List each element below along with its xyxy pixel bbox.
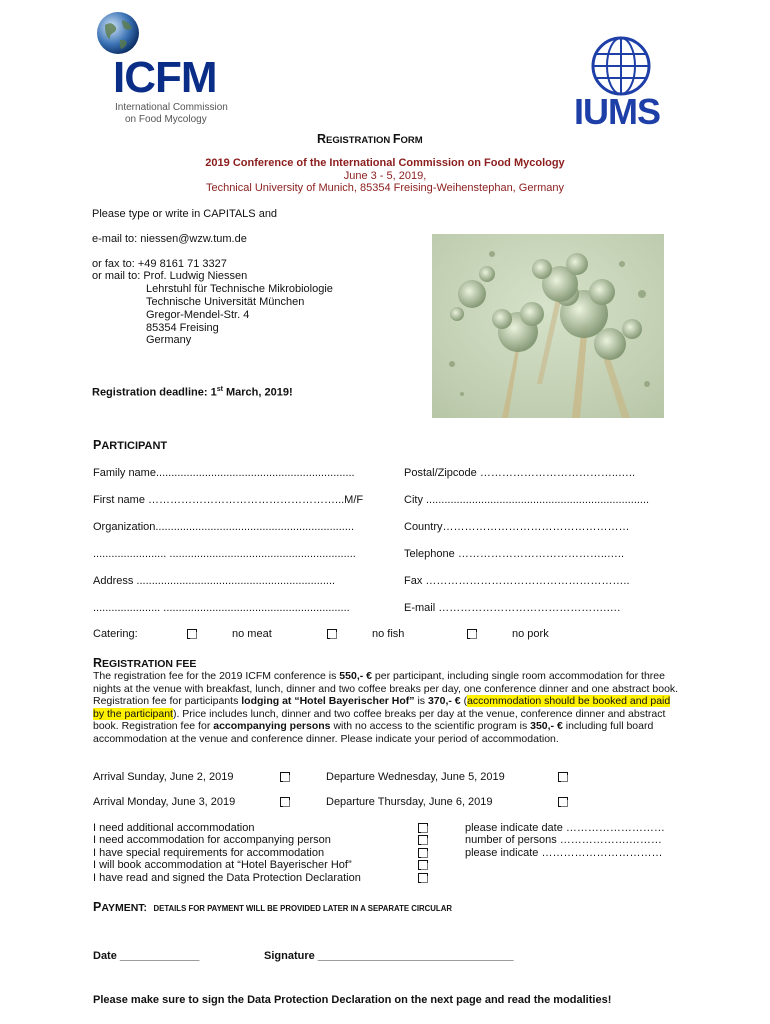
arrival-monday-label: Arrival Monday, June 3, 2019 (93, 796, 236, 808)
mail-address-line: Technische Universität München (146, 296, 305, 308)
date-field[interactable]: Date _____________ (93, 950, 200, 962)
fee-text-part: including full board accommodation at the venue and conference dinner. Please indicate your period of accommodation. (93, 720, 654, 745)
highlighted-note: accommodation should be booked and paid by the participant (93, 695, 671, 720)
mail-contact: or mail to: Prof. Ludwig Niessen (92, 270, 248, 282)
fee-text-part: is (414, 695, 428, 708)
fee-amount: 550,- € (339, 670, 372, 682)
iums-logo (574, 36, 674, 130)
fee-heading-rest: EGISTRATION FEE (102, 658, 197, 670)
no-pork-checkbox[interactable] (467, 629, 477, 639)
mail-address-line: Lehrstuhl für Technische Mikrobiologie (146, 283, 333, 295)
option-label: I need additional accommodation (93, 822, 255, 834)
no-meat-label: no meat (232, 628, 272, 640)
mail-address-line: Germany (146, 334, 192, 346)
registration-deadline (92, 383, 293, 400)
country-field[interactable]: Country…………………………………………… (404, 521, 630, 533)
participant-heading-initial: P (93, 438, 102, 452)
city-field[interactable]: City ......................................................................... (404, 494, 650, 506)
option-label: I will book accommodation at “Hotel Bayerischer Hof” (93, 859, 352, 871)
arrival-sunday-checkbox[interactable] (280, 772, 290, 782)
indicate-date-field[interactable]: please indicate date ……………………… (465, 822, 665, 834)
deadline-suffix: March, 2019! (222, 386, 293, 399)
fee-heading-initial: R (93, 656, 103, 670)
mail-address-line: Gregor-Mendel-Str. 4 (146, 309, 250, 321)
organization-field[interactable]: Organization................................................................. (93, 521, 355, 533)
registration-fee-text (93, 670, 680, 746)
accompanying-person-checkbox[interactable] (418, 835, 428, 845)
address-field[interactable]: Address ................................................................. (93, 575, 336, 587)
title-initial: R (317, 132, 327, 146)
form-title (317, 130, 423, 148)
capitals-instruction: Please type or write in CAPITALS and (92, 208, 278, 220)
arrival-monday-checkbox[interactable] (280, 797, 290, 807)
fungus-micrograph (432, 234, 664, 418)
icfm-logo (93, 10, 243, 130)
icfm-logo-text: ICFM (113, 53, 217, 102)
deadline-sup: st (216, 386, 223, 393)
iums-logo-text: IUMS (574, 91, 660, 132)
payment-heading (93, 898, 452, 916)
globe-icon (95, 10, 141, 56)
fee-text-part: ). Price includes lunch, dinner and two coffee breaks per day at the venue, conference dinner and abstract book. Registration fee for (93, 707, 666, 733)
additional-accommodation-checkbox[interactable] (418, 823, 428, 833)
telephone-field[interactable]: Telephone …………………………………..….. (404, 548, 625, 560)
accompanying-fee-amount: 350,- € (530, 720, 563, 733)
fee-text-part: with no access to the scientific program is (330, 720, 531, 733)
fax-field[interactable]: Fax ……………………………………………….. (404, 575, 630, 587)
signature-field[interactable]: Signature ________________________________ (264, 950, 514, 962)
organization-line-2-field[interactable]: ........................ ............................................................. (93, 548, 356, 560)
no-fish-checkbox[interactable] (327, 629, 337, 639)
option-label: I have read and signed the Data Protection Declaration (93, 872, 361, 884)
fax-contact: or fax to: +49 8161 71 3327 (92, 258, 227, 270)
indicate-requirements-field[interactable]: please indicate …………………………… (465, 847, 663, 859)
title-rest-2: ORM (400, 135, 423, 146)
mail-address-line: 85354 Freising (146, 322, 219, 334)
postal-code-field[interactable]: Postal/Zipcode ………………………………..….. (404, 467, 636, 479)
hotel-fee-amount: 370,- € (427, 695, 461, 708)
conference-title: 2019 Conference of the International Commission on Food Mycology (205, 157, 565, 169)
title-initial-2: F (392, 132, 401, 146)
fee-text-part: The registration fee for the 2019 ICFM conference is (93, 670, 340, 682)
arrival-sunday-label: Arrival Sunday, June 2, 2019 (93, 771, 234, 783)
conference-dates: June 3 - 5, 2019, (343, 170, 427, 182)
payment-heading-rest: AYMENT: (101, 902, 148, 914)
hotel-name: lodging at “Hotel Bayerischer Hof” (241, 695, 415, 708)
iums-globe-icon (586, 36, 656, 96)
address-line-2-field[interactable]: ...................... ............................................................. (93, 602, 350, 614)
departure-wednesday-label: Departure Wednesday, June 5, 2019 (326, 771, 505, 783)
departure-thursday-checkbox[interactable] (558, 797, 568, 807)
payment-details: DETAILS FOR PAYMENT WILL BE PROVIDED LATER IN A SEPARATE CIRCULAR (153, 904, 452, 913)
no-meat-checkbox[interactable] (187, 629, 197, 639)
special-requirements-checkbox[interactable] (418, 848, 428, 858)
footer-note: Please make sure to sign the Data Protection Declaration on the next page and read the modalities! (93, 994, 612, 1006)
title-rest: EGISTRATION (326, 135, 393, 146)
family-name-field[interactable]: Family name................................................................. (93, 467, 355, 479)
icfm-logo-line2: on Food Mycology (125, 114, 207, 125)
number-of-persons-field[interactable]: number of persons ……………….……… (465, 834, 662, 846)
first-name-field[interactable]: First name ……………………………………………...M/F (93, 494, 364, 506)
catering-label: Catering: (93, 628, 138, 640)
no-pork-label: no pork (512, 628, 549, 640)
deadline-prefix: Registration deadline: 1 (92, 386, 217, 399)
conference-venue: Technical University of Munich, 85354 Freising-Weihenstephan, Germany (205, 182, 565, 194)
icfm-logo-line1: International Commission (115, 102, 228, 113)
email-contact: e-mail to: niessen@wzw.tum.de (92, 233, 247, 245)
departure-wednesday-checkbox[interactable] (558, 772, 568, 782)
option-label: I have special requirements for accommodation (93, 847, 325, 859)
option-label: I need accommodation for accompanying person (93, 834, 331, 846)
email-field[interactable]: E-mail ……………………………………….…. (404, 602, 621, 614)
fee-text-part: per participant, including single room accommodation for three nights at the venue with breakfast, lunch, dinner and two coffee breaks per day, one conference dinner and one abstract book. Registration fee for participants (93, 670, 679, 708)
data-protection-checkbox[interactable] (418, 873, 428, 883)
hotel-bayerischer-hof-checkbox[interactable] (418, 860, 428, 870)
participant-heading (93, 436, 167, 454)
payment-heading-initial: P (93, 900, 102, 914)
accompanying-persons: accompanying persons (213, 720, 331, 733)
no-fish-label: no fish (372, 628, 405, 640)
fee-text-part: ( (460, 695, 468, 708)
departure-thursday-label: Departure Thursday, June 6, 2019 (326, 796, 493, 808)
participant-heading-rest: ARTICIPANT (101, 440, 168, 452)
